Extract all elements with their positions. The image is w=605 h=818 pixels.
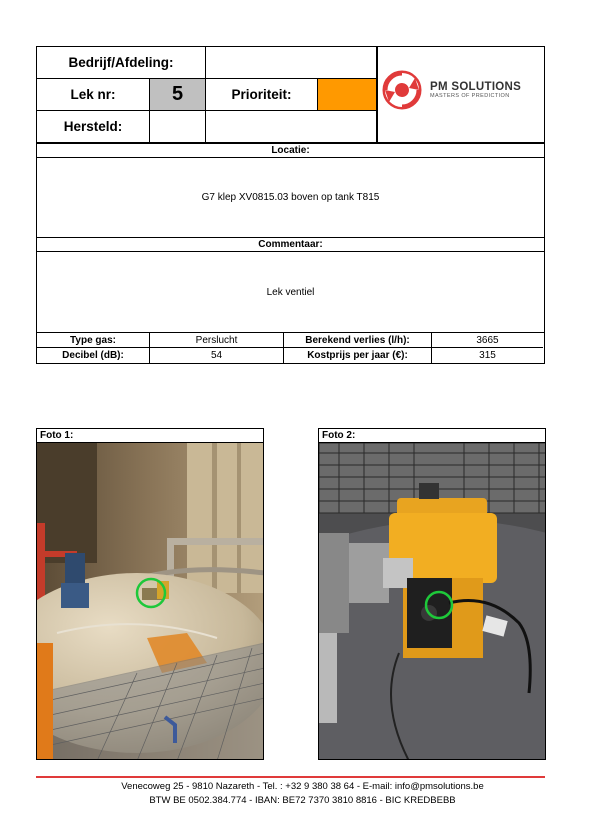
decibel-value: 54 [210,350,223,361]
location-header: Locatie: [36,143,545,158]
photo-2-label: Foto 2: [318,428,546,442]
repaired-label: Hersteld: [63,119,123,134]
comment-value: Lek ventiel [36,252,545,332]
photo-1-label: Foto 1: [36,428,264,442]
cost-value: 315 [479,350,496,361]
company-logo [382,65,542,115]
info-table [36,332,545,364]
loss-value: 3665 [476,334,499,346]
footer-bank: BTW BE 0502.384.774 - IBAN: BE72 7370 3810 8816 - BIC KREDBEBB [149,795,456,806]
photo-1 [36,442,264,760]
gas-type-value: Perslucht [195,334,238,346]
comment-header: Commentaar: [36,237,545,252]
company-value [206,47,376,78]
gas-type-label: Type gas: [70,334,116,346]
footer-address: Venecoweg 25 - 9810 Nazareth - Tel. : +32 9 380 38 64 - E-mail: info@pmsolutions.be [121,781,484,792]
leak-nr-value: 5 [150,79,205,110]
header-table [36,46,545,143]
loss-label: Berekend verlies (l/h): [305,334,410,346]
photo-2 [318,442,546,760]
cost-label: Kostprijs per jaar (€): [307,350,408,361]
pm-swirl-logo-icon [382,70,422,110]
location-value: G7 klep XV0815.03 boven op tank T815 [36,158,545,237]
repaired-value [150,111,205,142]
logo-name: PM SOLUTIONS [430,81,522,93]
priority-indicator [318,79,376,110]
decibel-label: Decibel (dB): [62,350,124,361]
priority-label: Prioriteit: [231,87,292,102]
leak-nr-label: Lek nr: [70,87,116,102]
logo-tagline: MASTERS OF PREDICTION [430,93,510,99]
company-label: Bedrijf/Afdeling: [68,55,174,70]
footer-rule [36,776,545,778]
